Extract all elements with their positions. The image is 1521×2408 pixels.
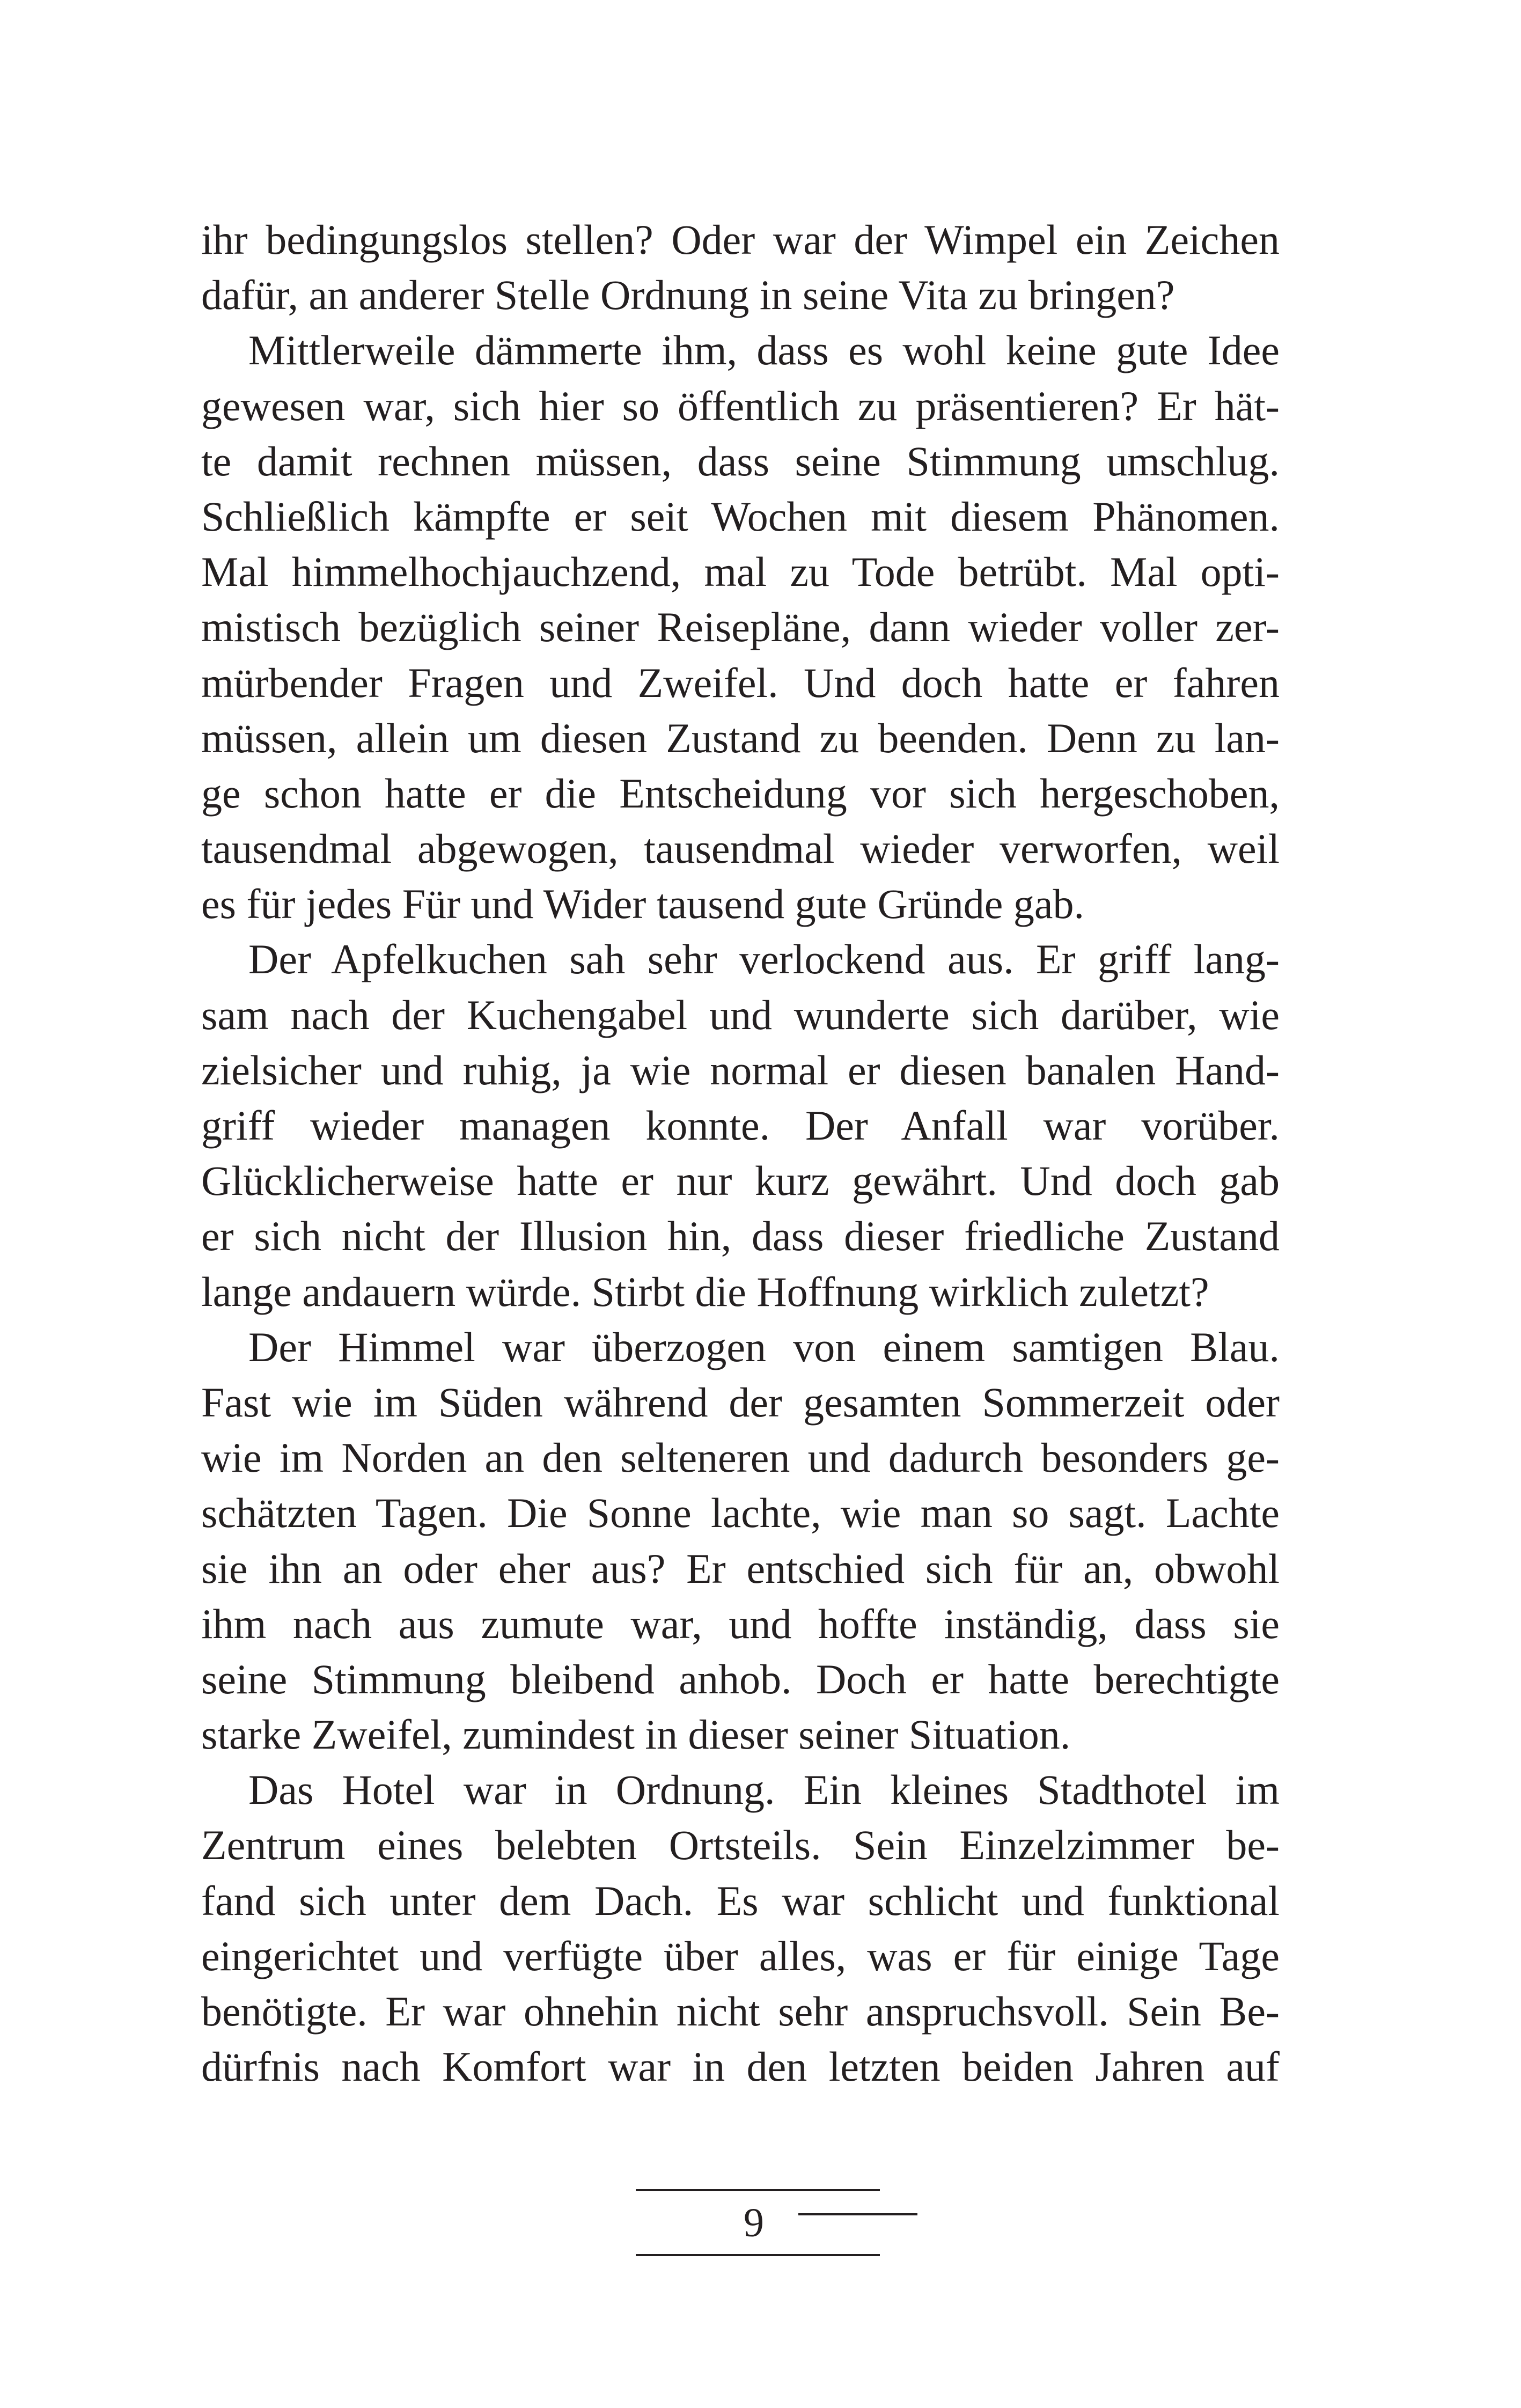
text-line: Mittlerweile dämmerte ihm, dass es wohl keine gute Idee [248, 327, 1280, 374]
text-line: Mal himmelhochjauchzend, mal zu Tode betrübt. Mal opti- [201, 548, 1280, 596]
text-line: starke Zweifel, zumindest in dieser seiner Situation. [201, 1711, 1071, 1758]
text-line: zielsicher und ruhig, ja wie normal er diesen banalen Hand- [201, 1046, 1280, 1093]
text-line: Das Hotel war in Ordnung. Ein kleines Stadthotel im [248, 1766, 1280, 1814]
body-text [201, 212, 1280, 2094]
text-line: es für jedes Für und Wider tausend gute Gründe gab. [201, 880, 1084, 928]
text-line: Fast wie im Süden während der gesamten Sommerzeit oder [201, 1378, 1280, 1426]
text-line: dürfnis nach Komfort war in den letzten beiden Jahren auf [201, 2043, 1280, 2090]
text-line: benötigte. Er war ohnehin nicht sehr anspruchsvoll. Sein Be- [201, 1988, 1280, 2035]
text-line: dafür, an anderer Stelle Ordnung in seine Vita zu bringen? [201, 271, 1175, 319]
text-line: Der Himmel war überzogen von einem samtigen Blau. [248, 1323, 1280, 1370]
text-line: lange andauern würde. Stirbt die Hoffnung wirklich zuletzt? [201, 1268, 1209, 1315]
text-line: er sich nicht der Illusion hin, dass dieser friedliche Zustand [201, 1213, 1280, 1260]
text-line: gewesen war, sich hier so öffentlich zu präsentieren? Er hät- [201, 382, 1280, 429]
text-line: wie im Norden an den selteneren und dadurch besonders ge- [201, 1434, 1280, 1481]
text-line: eingerichtet und verfügte über alles, was er für einige Tage [201, 1932, 1280, 1979]
text-line: Glücklicherweise hatte er nur kurz gewährt. Und doch gab [201, 1157, 1280, 1205]
folio-rule-right [798, 2213, 917, 2215]
text-line: te damit rechnen müssen, dass seine Stimmung umschlug. [201, 437, 1280, 484]
text-line: ihm nach aus zumute war, und hoffte inständig, dass sie [201, 1600, 1280, 1647]
folio-rule-top [636, 2189, 880, 2191]
page-number: 9 [744, 2200, 764, 2245]
text-line: seine Stimmung bleibend anhob. Doch er hatte berechtigte [201, 1655, 1280, 1702]
text-line: griff wieder managen konnte. Der Anfall war vorüber. [201, 1102, 1280, 1149]
text-line: tausendmal abgewogen, tausendmal wieder verworfen, weil [201, 825, 1280, 872]
text-line: müssen, allein um diesen Zustand zu beenden. Denn zu lan- [201, 714, 1280, 761]
text-line: mürbender Fragen und Zweifel. Und doch hatte er fahren [201, 659, 1280, 706]
text-line: sam nach der Kuchengabel und wunderte sich darüber, wie [201, 991, 1280, 1038]
text-line: Zentrum eines belebten Ortsteils. Sein Einzelzimmer be- [201, 1822, 1280, 1869]
text-line: schätzten Tagen. Die Sonne lachte, wie man so sagt. Lachte [201, 1489, 1280, 1537]
text-line: ge schon hatte er die Entscheidung vor sich hergeschoben, [201, 769, 1280, 817]
text-line: Schließlich kämpfte er seit Wochen mit diesem Phänomen. [201, 493, 1280, 540]
text-line: fand sich unter dem Dach. Es war schlicht und funktional [201, 1877, 1280, 1924]
folio-rule-bottom [636, 2254, 880, 2256]
text-line: Der Apfelkuchen sah sehr verlockend aus. Er griff lang- [248, 936, 1280, 983]
text-line: sie ihn an oder eher aus? Er entschied sich für an, obwohl [201, 1545, 1280, 1592]
text-line: mistisch bezüglich seiner Reisepläne, dann wieder voller zer- [201, 604, 1280, 651]
text-line: ihr bedingungslos stellen? Oder war der Wimpel ein Zeichen [201, 216, 1280, 263]
